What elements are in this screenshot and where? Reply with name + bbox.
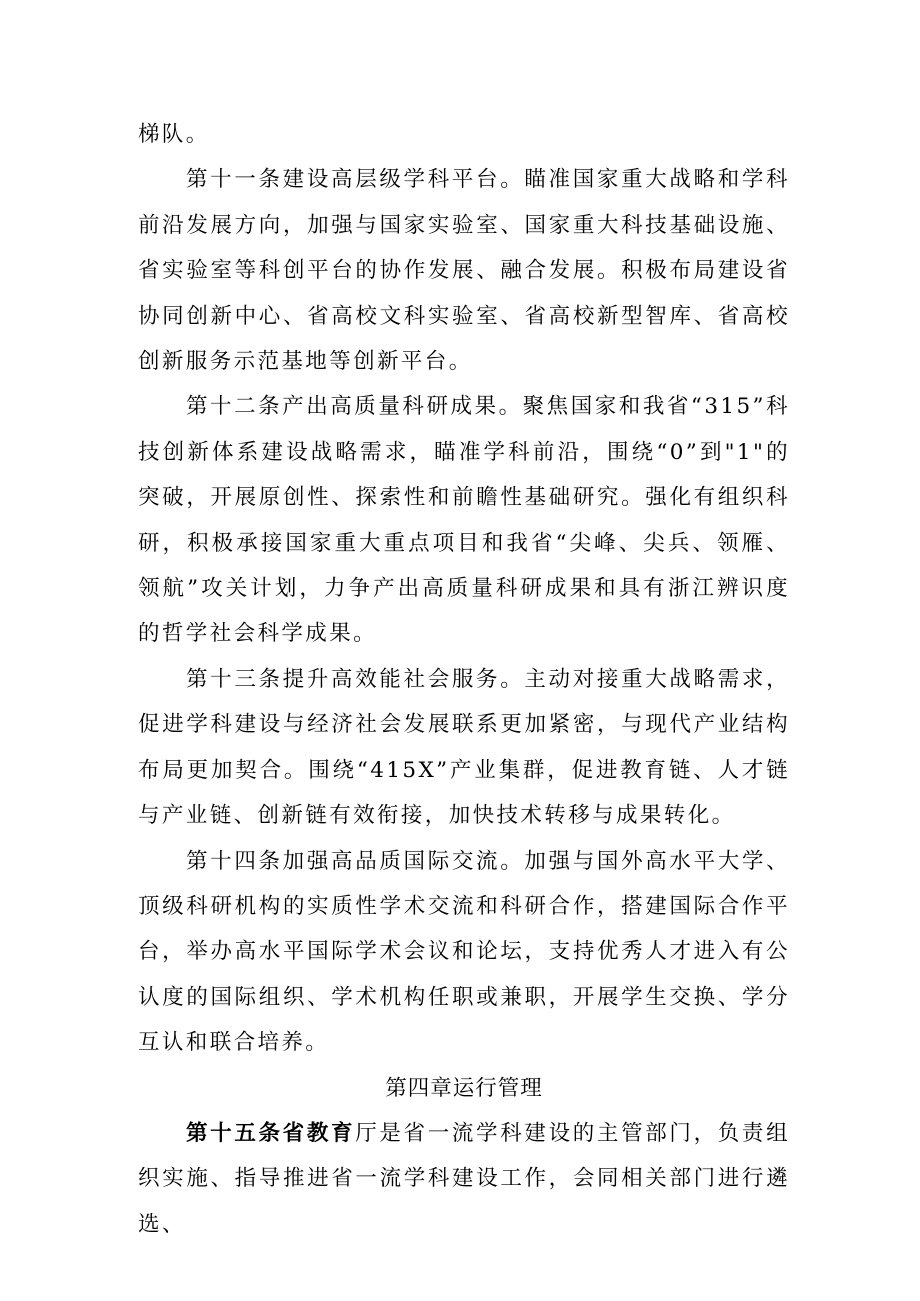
- article-15-paragraph: [138, 1111, 790, 1247]
- document-page: [138, 112, 790, 1247]
- article-15-lead: 第十五条省教育: [186, 1120, 356, 1146]
- article-11-paragraph: 第十一条建设高层级学科平台。瞄准国家重大战略和学科前沿发展方向，加强与国家实验室、国家重大科技基础设施、省实验室等科创平台的协作发展、融合发展。积极布局建设省协同创新中心、省高校文科实验室、省高校新型智库、省高校创新服务示范基地等创新平台。: [138, 167, 790, 375]
- article-12-paragraph: 第十二条产出高质量科研成果。聚焦国家和我省“315”科技创新体系建设战略需求，瞄准学科前沿，围绕“0”到"1"的突破，开展原创性、探索性和前瞻性基础研究。强化有组织科研，积极承接国家重大重点项目和我省“尖峰、尖兵、领雁、领航”攻关计划，力争产出高质量科研成果和具有浙江辨识度的哲学社会科学成果。: [138, 394, 790, 647]
- article-13-paragraph: 第十三条提升高效能社会服务。主动对接重大战略需求，促进学科建设与经济社会发展联系更加紧密，与现代产业结构布局更加契合。围绕“415X”产业集群，促进教育链、人才链与产业链、创新链有效衔接，加快技术转移与成果转化。: [138, 666, 790, 829]
- chapter-heading: 第四章运行管理: [385, 1075, 543, 1101]
- article-15-body: 厅是省一流学科建设的主管部门，负责组织实施、指导推进省一流学科建设工作，会同相关部门进行遴选、: [138, 1120, 790, 1237]
- paragraph-continuation: 梯队。: [138, 122, 210, 147]
- article-14-paragraph: 第十四条加强高品质国际交流。加强与国外高水平大学、顶级科研机构的实质性学术交流和科研合作，搭建国际合作平台，举办高水平国际学术会议和论坛，支持优秀人才进入有公认度的国际组织、学术机构任职或兼职，开展学生交换、学分互认和联合培养。: [138, 848, 790, 1056]
